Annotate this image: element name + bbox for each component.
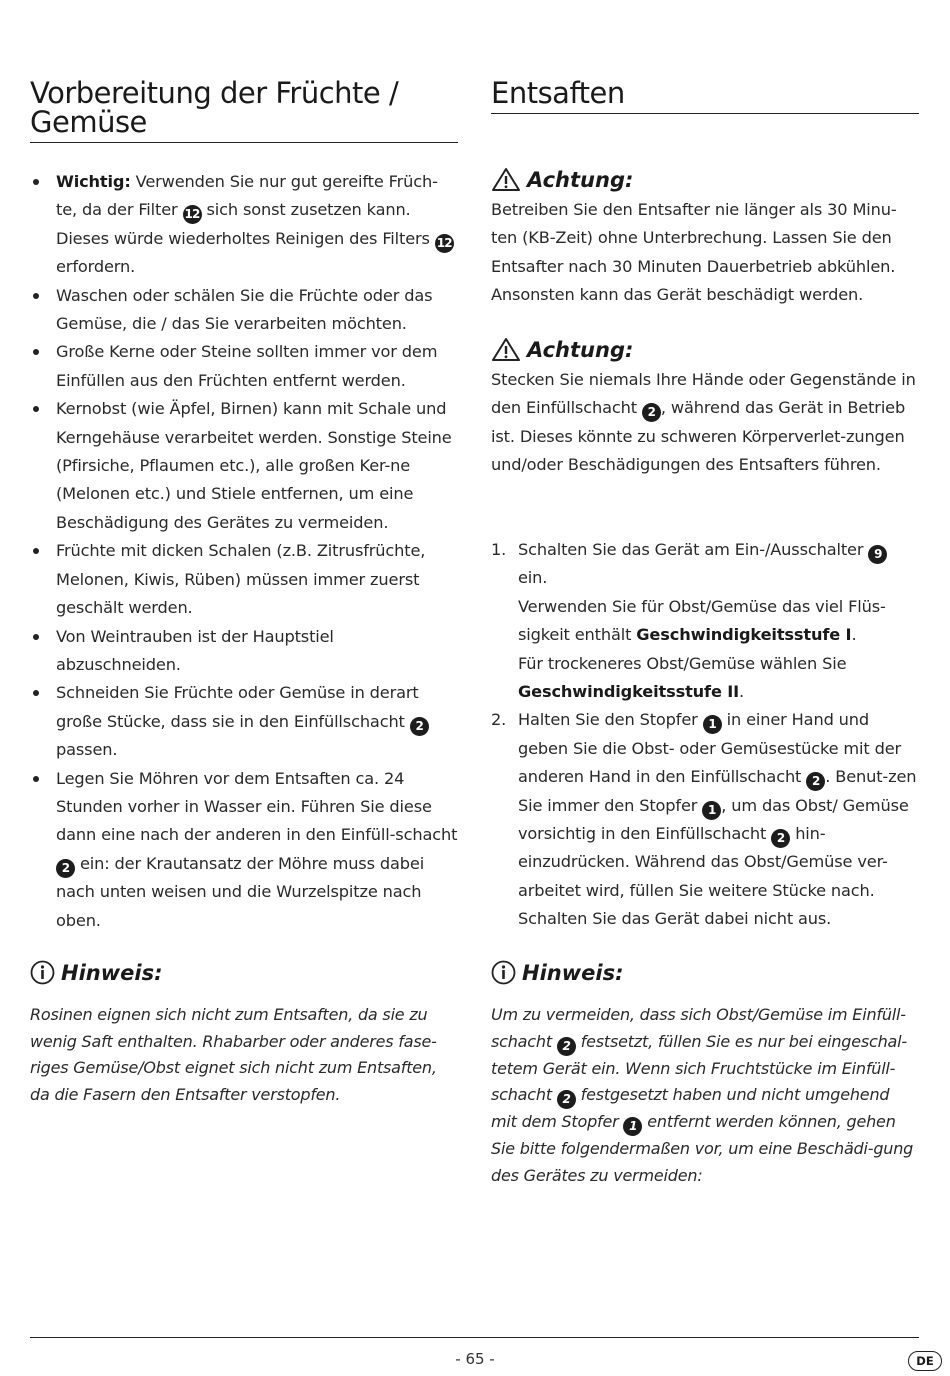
list-item: Kernobst (wie Äpfel, Birnen) kann mit Schale und Kerngehäuse verarbeitet werden. Sonstige Steine (Pfirsiche, Pflaumen etc.), alle großen Ker-ne (Melonen etc.) und Stiele entfernen, um eine Beschädigung des Gerätes zu vermeiden.: [30, 395, 458, 537]
warning-icon: [491, 337, 521, 362]
list-item: Früchte mit dicken Schalen (z.B. Zitrusfrüchte, Melonen, Kiwis, Rüben) müssen immer zuerst geschält werden.: [30, 537, 458, 622]
bullet-icon: [33, 776, 39, 782]
warning-text-2: Stecken Sie niemals Ihre Hände oder Gegenstände in den Einfüllschacht 2 , während das Gerät in Betrieb ist. Dieses könnte zu schweren Körperverlet-zungen und/oder Beschädigungen des Entsafters führen.: [491, 370, 916, 475]
bullet-icon: [33, 179, 39, 185]
footer-divider: [30, 1337, 919, 1338]
part-number-badge: 2: [557, 1090, 576, 1109]
warning-heading-1: Achtung:: [491, 166, 633, 194]
part-number-badge: 1: [702, 801, 721, 820]
step-item: 2. Halten Sie den Stopfer 1 in einer Hand und geben Sie die Obst- oder Gemüsestücke mit der anderen Hand in den Einfüllschacht 2 . Benut-zen Sie immer den Stopfer 1 , um das Obst/ Gemüse vorsichtig in den Einfüllschacht 2 hin-einzudrücken. Während das Obst/Gemüse ver-arbeitet wird, füllen Sie weitere Stücke nach. Schalten Sie das Gerät dabei nicht aus.: [491, 706, 919, 933]
bullet-icon: [33, 634, 39, 640]
part-number-badge: 1: [703, 715, 722, 734]
list-item: Schneiden Sie Früchte oder Gemüse in derart große Stücke, dass sie in den Einfüllschacht 2 passen.: [30, 679, 458, 764]
bullet-icon: [33, 349, 39, 355]
list-item: Legen Sie Möhren vor dem Entsaften ca. 24 Stunden vorher in Wasser ein. Führen Sie diese dann eine nach der anderen in den Einfüll-schacht 2 ein: der Krautansatz der Möhre muss dabei nach unten weisen und die Wurzelspitze nach oben.: [30, 765, 458, 935]
title-divider: [491, 113, 919, 114]
list-item: Waschen oder schälen Sie die Früchte oder das Gemüse, die / das Sie verarbeiten möchten.: [30, 282, 458, 339]
hint-text: Rosinen eignen sich nicht zum Entsaften, da sie zu wenig Saft enthalten. Rhabarber oder anderes fase-riges Gemüse/Obst eignet sich nicht zum Entsaften, da die Fasern den Entsafter verstopfen.: [30, 1005, 437, 1104]
warning-text-1: Betreiben Sie den Entsafter nie länger als 30 Minu-ten (KB-Zeit) ohne Unterbrechung. Lassen Sie den Entsafter nach 30 Minuten Dauerbetrieb abkühlen. Ansonsten kann das Gerät beschädigt werden.: [491, 200, 897, 305]
preparation-bullet-list: [30, 168, 458, 935]
list-item: Wichtig: Verwenden Sie nur gut gereifte Früch-te, da der Filter 12 sich sonst zusetzen kann. Dieses würde wiederholtes Reinigen des Filters 12 erfordern.: [30, 168, 458, 282]
emphasis-text: Geschwindigkeitsstufe II: [518, 682, 740, 702]
step-number: 2.: [491, 710, 507, 730]
juicing-steps-list: [491, 536, 919, 934]
info-icon: [491, 960, 516, 985]
step-number: 1.: [491, 540, 507, 559]
hint-text: Um zu vermeiden, dass sich Obst/Gemüse im Einfüll-schacht 2 festsetzt, füllen Sie es nur bei eingeschal-tetem Gerät ein. Wenn sich Fruchtstücke im Einfüll-schacht 2 festgesetzt haben und nicht umgehend mit dem Stopfer 1 entfernt werden können, gehen Sie bitte folgendermaßen vor, um eine Beschädi-gung des Gerätes zu vermeiden:: [491, 1005, 914, 1185]
part-number-badge: 2: [410, 717, 429, 736]
part-number-badge: 2: [642, 403, 661, 422]
language-badge: DE: [908, 1351, 942, 1371]
part-number-badge: 2: [806, 772, 825, 791]
emphasis-text: Geschwindigkeitsstufe I: [636, 625, 852, 645]
title-divider: [30, 142, 458, 143]
warning-icon: [491, 167, 521, 192]
bullet-icon: [33, 293, 39, 299]
emphasis-text: Wichtig:: [56, 172, 131, 191]
part-number-badge: 9: [868, 545, 887, 564]
bullet-icon: [33, 690, 39, 696]
step-item: 1. Schalten Sie das Gerät am Ein-/Ausschalter 9 ein. Verwenden Sie für Obst/Gemüse das viel Flüs-sigkeit enthält Geschwindigkeitsstufe I. Für trockeneres Obst/Gemüse wählen Sie Geschwindigkeitsstufe II.: [491, 536, 919, 706]
section-title-preparation: Vorbereitung der Früchte / Gemüse: [30, 76, 399, 139]
warning-heading-2: Achtung:: [491, 336, 633, 364]
bullet-icon: [33, 548, 39, 554]
list-item: Von Weintrauben ist der Hauptstiel abzuschneiden.: [30, 623, 458, 680]
hint-heading: Hinweis:: [30, 959, 162, 987]
info-icon: [30, 960, 55, 985]
part-number-badge: 12: [435, 234, 454, 253]
page-number: - 65 -: [455, 1350, 495, 1368]
part-number-badge: 2: [56, 859, 75, 878]
part-number-badge: 1: [623, 1117, 642, 1136]
part-number-badge: 2: [771, 829, 790, 848]
list-item: Große Kerne oder Steine sollten immer vor dem Einfüllen aus den Früchten entfernt werden.: [30, 338, 458, 395]
bullet-icon: [33, 406, 39, 412]
section-title-juicing: Entsaften: [491, 76, 625, 110]
part-number-badge: 2: [557, 1037, 576, 1056]
part-number-badge: 12: [183, 205, 202, 224]
hint-heading: Hinweis:: [491, 959, 623, 987]
